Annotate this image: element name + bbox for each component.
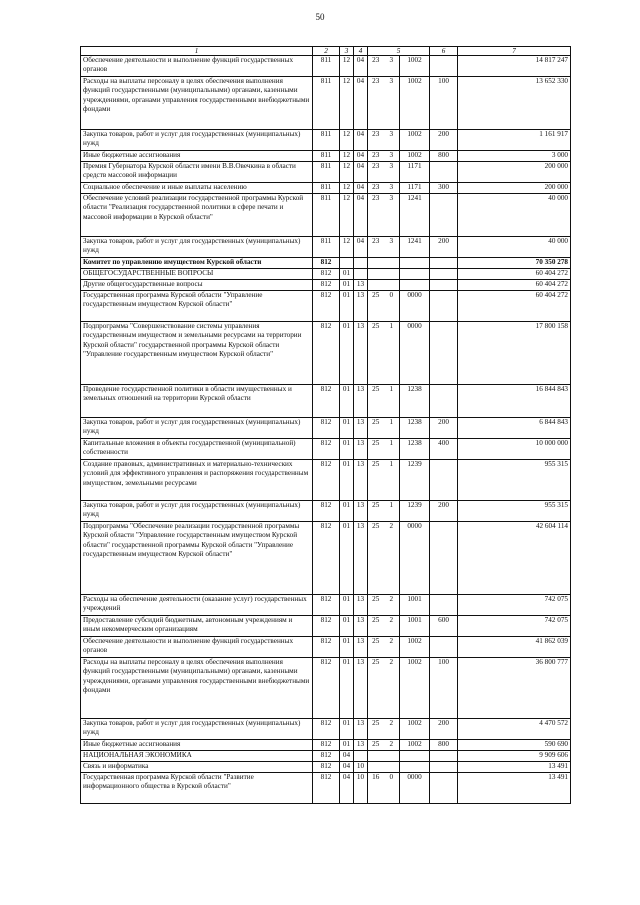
grbs-cell: 812 (313, 719, 340, 740)
table-row (81, 460, 571, 501)
subsection-cell (354, 258, 368, 269)
subsection-cell: 04 (354, 151, 368, 162)
table-row (81, 719, 571, 740)
target-article-subprogram-cell: 3 (384, 56, 400, 77)
target-article-code-cell: 1001 (400, 595, 430, 616)
subsection-cell (354, 269, 368, 280)
expense-type-cell: 100 (430, 658, 458, 719)
target-article-code-cell: 0000 (400, 291, 430, 322)
table-row (81, 616, 571, 637)
table-row (81, 269, 571, 280)
target-article-program-cell: 25 (368, 322, 384, 385)
target-article-subprogram-cell: 3 (384, 130, 400, 151)
amount-cell: 13 491 (458, 773, 571, 804)
section-cell: 01 (340, 637, 354, 658)
table-row (81, 385, 571, 418)
target-article-program-cell (368, 280, 384, 291)
grbs-cell: 812 (313, 637, 340, 658)
grbs-cell: 811 (313, 183, 340, 194)
target-article-subprogram-cell: 3 (384, 183, 400, 194)
target-article-program-cell: 25 (368, 291, 384, 322)
section-cell: 01 (340, 385, 354, 418)
subsection-cell: 13 (354, 637, 368, 658)
subsection-cell: 13 (354, 740, 368, 751)
table-row (81, 637, 571, 658)
table-row (81, 194, 571, 237)
amount-cell: 9 909 606 (458, 751, 571, 762)
target-article-subprogram-cell: 2 (384, 616, 400, 637)
target-article-subprogram-cell (384, 751, 400, 762)
budget-table (80, 46, 571, 804)
target-article-code-cell (400, 280, 430, 291)
amount-cell: 17 800 158 (458, 322, 571, 385)
subsection-cell: 13 (354, 439, 368, 460)
target-article-subprogram-cell: 0 (384, 291, 400, 322)
section-cell: 12 (340, 183, 354, 194)
table-row (81, 595, 571, 616)
grbs-cell: 812 (313, 740, 340, 751)
header-cell: 7 (458, 47, 571, 56)
target-article-program-cell: 23 (368, 77, 384, 130)
item-name-cell: Предоставление субсидий бюджетным, автономным учреждениям и иным некоммерческим организациям (81, 616, 313, 637)
item-name-cell: Подпрограмма "Обеспечение реализации государственной программы Курской области "Управление государственным имуществом Курской области" государственной программы Курской области "Управление государственным имуществом Курской области" (81, 522, 313, 595)
grbs-cell: 812 (313, 773, 340, 804)
subsection-cell: 13 (354, 322, 368, 385)
table-row (81, 280, 571, 291)
subsection-cell: 04 (354, 77, 368, 130)
target-article-code-cell: 1002 (400, 658, 430, 719)
header-cell: 6 (430, 47, 458, 56)
expense-type-cell: 100 (430, 77, 458, 130)
section-cell: 01 (340, 740, 354, 751)
target-article-subprogram-cell (384, 280, 400, 291)
target-article-subprogram-cell (384, 762, 400, 773)
item-name-cell: Расходы на обеспечение деятельности (оказание услуг) государственных учреждений (81, 595, 313, 616)
expense-type-cell (430, 773, 458, 804)
subsection-cell (354, 751, 368, 762)
grbs-cell: 811 (313, 194, 340, 237)
section-cell (340, 258, 354, 269)
amount-cell: 40 000 (458, 237, 571, 258)
amount-cell: 200 000 (458, 162, 571, 183)
subsection-cell: 13 (354, 595, 368, 616)
item-name-cell: Государственная программа Курской области "Управление государственным имуществом Курской области" (81, 291, 313, 322)
subsection-cell: 13 (354, 616, 368, 637)
table-row (81, 751, 571, 762)
expense-type-cell (430, 751, 458, 762)
target-article-code-cell: 1002 (400, 56, 430, 77)
target-article-program-cell: 25 (368, 522, 384, 595)
target-article-program-cell: 25 (368, 439, 384, 460)
subsection-cell: 10 (354, 773, 368, 804)
subsection-cell: 13 (354, 291, 368, 322)
item-name-cell: Социальное обеспечение и иные выплаты населению (81, 183, 313, 194)
target-article-program-cell: 25 (368, 740, 384, 751)
section-cell: 01 (340, 418, 354, 439)
item-name-cell: Закупка товаров, работ и услуг для государственных (муниципальных) нужд (81, 237, 313, 258)
target-article-program-cell: 23 (368, 162, 384, 183)
expense-type-cell (430, 637, 458, 658)
target-article-subprogram-cell: 2 (384, 637, 400, 658)
item-name-cell: Проведение государственной политики в области имущественных и земельных отношений на территории Курской области (81, 385, 313, 418)
expense-type-cell: 800 (430, 151, 458, 162)
expense-type-cell (430, 460, 458, 501)
target-article-program-cell (368, 258, 384, 269)
item-name-cell: Связь и информатика (81, 762, 313, 773)
table-row (81, 77, 571, 130)
grbs-cell: 811 (313, 130, 340, 151)
target-article-subprogram-cell: 1 (384, 439, 400, 460)
grbs-cell: 811 (313, 162, 340, 183)
grbs-cell: 812 (313, 258, 340, 269)
subsection-cell: 04 (354, 130, 368, 151)
grbs-cell: 812 (313, 269, 340, 280)
amount-cell: 590 690 (458, 740, 571, 751)
subsection-cell: 10 (354, 762, 368, 773)
grbs-cell: 811 (313, 56, 340, 77)
subsection-cell: 04 (354, 194, 368, 237)
target-article-subprogram-cell: 1 (384, 418, 400, 439)
section-cell: 01 (340, 719, 354, 740)
amount-cell: 200 000 (458, 183, 571, 194)
section-cell: 01 (340, 322, 354, 385)
target-article-code-cell: 1002 (400, 740, 430, 751)
target-article-subprogram-cell: 2 (384, 658, 400, 719)
amount-cell: 13 652 330 (458, 77, 571, 130)
amount-cell: 6 844 843 (458, 418, 571, 439)
target-article-code-cell: 1002 (400, 130, 430, 151)
section-cell: 01 (340, 658, 354, 719)
section-cell: 04 (340, 773, 354, 804)
item-name-cell: Капитальные вложения в объекты государственной (муниципальной) собственности (81, 439, 313, 460)
grbs-cell: 812 (313, 439, 340, 460)
target-article-program-cell: 25 (368, 595, 384, 616)
amount-cell: 1 161 917 (458, 130, 571, 151)
item-name-cell: Закупка товаров, работ и услуг для государственных (муниципальных) нужд (81, 501, 313, 522)
item-name-cell: Комитет по управлению имуществом Курской области (81, 258, 313, 269)
table-row (81, 740, 571, 751)
grbs-cell: 812 (313, 322, 340, 385)
section-cell: 01 (340, 439, 354, 460)
target-article-code-cell: 1239 (400, 460, 430, 501)
target-article-subprogram-cell: 2 (384, 522, 400, 595)
section-cell: 01 (340, 460, 354, 501)
target-article-subprogram-cell: 2 (384, 719, 400, 740)
target-article-program-cell: 25 (368, 658, 384, 719)
expense-type-cell (430, 291, 458, 322)
target-article-program-cell: 25 (368, 501, 384, 522)
target-article-subprogram-cell: 3 (384, 237, 400, 258)
section-cell: 12 (340, 130, 354, 151)
item-name-cell: Премия Губернатора Курской области имени В.В.Овечкина в области средств массовой информации (81, 162, 313, 183)
table-row (81, 439, 571, 460)
target-article-program-cell: 23 (368, 151, 384, 162)
amount-cell: 40 000 (458, 194, 571, 237)
item-name-cell: Расходы на выплаты персоналу в целях обеспечения выполнения функций государственными (муниципальными) органами, казенными учреждениями, органами управления государственными внебюджетными фондами (81, 77, 313, 130)
target-article-subprogram-cell: 1 (384, 460, 400, 501)
target-article-code-cell (400, 258, 430, 269)
expense-type-cell: 200 (430, 501, 458, 522)
target-article-subprogram-cell: 3 (384, 151, 400, 162)
target-article-code-cell: 0000 (400, 773, 430, 804)
subsection-cell: 13 (354, 460, 368, 501)
subsection-cell: 04 (354, 56, 368, 77)
expense-type-cell (430, 522, 458, 595)
amount-cell: 60 404 272 (458, 291, 571, 322)
grbs-cell: 812 (313, 418, 340, 439)
table-row (81, 322, 571, 385)
target-article-program-cell: 25 (368, 418, 384, 439)
item-name-cell: Обеспечение деятельности и выполнение функций государственных органов (81, 56, 313, 77)
subsection-cell: 13 (354, 418, 368, 439)
grbs-cell: 812 (313, 280, 340, 291)
target-article-code-cell: 1238 (400, 439, 430, 460)
grbs-cell: 812 (313, 595, 340, 616)
target-article-code-cell: 1238 (400, 418, 430, 439)
target-article-code-cell: 0000 (400, 522, 430, 595)
amount-cell: 955 315 (458, 501, 571, 522)
table-row (81, 258, 571, 269)
grbs-cell: 811 (313, 151, 340, 162)
item-name-cell: Обеспечение условий реализации государственной программы Курской области "Реализация государственной политики в сфере печати и массовой информации в Курской области" (81, 194, 313, 237)
item-name-cell: Иные бюджетные ассигнования (81, 151, 313, 162)
expense-type-cell: 400 (430, 439, 458, 460)
grbs-cell: 812 (313, 522, 340, 595)
grbs-cell: 812 (313, 616, 340, 637)
header-cell: 4 (354, 47, 368, 56)
target-article-code-cell (400, 762, 430, 773)
item-name-cell: НАЦИОНАЛЬНАЯ ЭКОНОМИКА (81, 751, 313, 762)
section-cell: 12 (340, 194, 354, 237)
amount-cell: 60 404 272 (458, 269, 571, 280)
section-cell: 12 (340, 237, 354, 258)
amount-cell: 955 315 (458, 460, 571, 501)
target-article-code-cell: 1002 (400, 151, 430, 162)
expense-type-cell: 800 (430, 740, 458, 751)
subsection-cell: 13 (354, 280, 368, 291)
amount-cell: 742 075 (458, 616, 571, 637)
item-name-cell: Обеспечение деятельности и выполнение функций государственных органов (81, 637, 313, 658)
target-article-program-cell: 25 (368, 385, 384, 418)
section-cell: 01 (340, 291, 354, 322)
target-article-code-cell: 1171 (400, 183, 430, 194)
target-article-program-cell (368, 269, 384, 280)
table-row (81, 162, 571, 183)
page-number: 50 (315, 12, 325, 22)
table-row (81, 773, 571, 804)
target-article-code-cell: 1241 (400, 194, 430, 237)
item-name-cell: Закупка товаров, работ и услуг для государственных (муниципальных) нужд (81, 719, 313, 740)
table-row (81, 658, 571, 719)
table-row (81, 522, 571, 595)
target-article-code-cell (400, 269, 430, 280)
section-cell: 12 (340, 77, 354, 130)
item-name-cell: Государственная программа Курской области "Развитие информационного общества в Курской области" (81, 773, 313, 804)
target-article-program-cell: 23 (368, 237, 384, 258)
target-article-subprogram-cell: 3 (384, 162, 400, 183)
target-article-program-cell: 23 (368, 194, 384, 237)
expense-type-cell: 600 (430, 616, 458, 637)
table-row (81, 762, 571, 773)
expense-type-cell (430, 56, 458, 77)
subsection-cell: 13 (354, 501, 368, 522)
target-article-program-cell: 25 (368, 637, 384, 658)
item-name-cell: Закупка товаров, работ и услуг для государственных (муниципальных) нужд (81, 130, 313, 151)
section-cell: 01 (340, 616, 354, 637)
table-row (81, 291, 571, 322)
grbs-cell: 811 (313, 77, 340, 130)
amount-cell: 742 075 (458, 595, 571, 616)
target-article-code-cell: 1002 (400, 77, 430, 130)
amount-cell: 4 470 572 (458, 719, 571, 740)
section-cell: 12 (340, 162, 354, 183)
header-cell: 3 (340, 47, 354, 56)
header-cell: 1 (81, 47, 313, 56)
grbs-cell: 812 (313, 291, 340, 322)
expense-type-cell (430, 280, 458, 291)
amount-cell: 14 817 247 (458, 56, 571, 77)
target-article-subprogram-cell: 1 (384, 501, 400, 522)
target-article-code-cell: 1241 (400, 237, 430, 258)
target-article-program-cell: 23 (368, 183, 384, 194)
item-name-cell: Расходы на выплаты персоналу в целях обеспечения выполнения функций государственными (муниципальными) органами, казенными учреждениями, органами управления государственными внебюджетными фондами (81, 658, 313, 719)
section-cell: 12 (340, 151, 354, 162)
section-cell: 12 (340, 56, 354, 77)
subsection-cell: 04 (354, 183, 368, 194)
expense-type-cell (430, 322, 458, 385)
target-article-code-cell: 1002 (400, 719, 430, 740)
table-row (81, 56, 571, 77)
amount-cell: 70 350 278 (458, 258, 571, 269)
expense-type-cell: 300 (430, 183, 458, 194)
table-row (81, 501, 571, 522)
section-cell: 01 (340, 595, 354, 616)
target-article-subprogram-cell: 2 (384, 595, 400, 616)
expense-type-cell (430, 258, 458, 269)
target-article-code-cell: 1239 (400, 501, 430, 522)
table-row (81, 130, 571, 151)
subsection-cell: 04 (354, 162, 368, 183)
target-article-code-cell: 1001 (400, 616, 430, 637)
grbs-cell: 812 (313, 762, 340, 773)
target-article-subprogram-cell: 0 (384, 773, 400, 804)
header-cell: 2 (313, 47, 340, 56)
amount-cell: 60 404 272 (458, 280, 571, 291)
target-article-subprogram-cell (384, 258, 400, 269)
expense-type-cell (430, 194, 458, 237)
item-name-cell: Закупка товаров, работ и услуг для государственных (муниципальных) нужд (81, 418, 313, 439)
target-article-program-cell: 16 (368, 773, 384, 804)
table-row (81, 418, 571, 439)
section-cell: 01 (340, 269, 354, 280)
expense-type-cell: 200 (430, 130, 458, 151)
expense-type-cell (430, 595, 458, 616)
item-name-cell: Создание правовых, административных и материально-технических условий для эффективного управления и распоряжения государственным имуществом, земельными ресурсами (81, 460, 313, 501)
target-article-subprogram-cell: 2 (384, 740, 400, 751)
section-cell: 01 (340, 280, 354, 291)
grbs-cell: 812 (313, 751, 340, 762)
amount-cell: 3 000 (458, 151, 571, 162)
item-name-cell: Иные бюджетные ассигнования (81, 740, 313, 751)
target-article-program-cell: 23 (368, 56, 384, 77)
expense-type-cell: 200 (430, 418, 458, 439)
expense-type-cell (430, 385, 458, 418)
section-cell: 04 (340, 762, 354, 773)
amount-cell: 10 000 000 (458, 439, 571, 460)
table-row (81, 183, 571, 194)
grbs-cell: 812 (313, 658, 340, 719)
target-article-subprogram-cell: 3 (384, 194, 400, 237)
target-article-program-cell: 25 (368, 616, 384, 637)
target-article-program-cell: 25 (368, 719, 384, 740)
expense-type-cell (430, 762, 458, 773)
target-article-program-cell (368, 762, 384, 773)
target-article-subprogram-cell: 1 (384, 385, 400, 418)
item-name-cell: Другие общегосударственные вопросы (81, 280, 313, 291)
target-article-code-cell: 1002 (400, 637, 430, 658)
grbs-cell: 811 (313, 237, 340, 258)
section-cell: 04 (340, 751, 354, 762)
subsection-cell: 13 (354, 385, 368, 418)
target-article-subprogram-cell (384, 269, 400, 280)
target-article-program-cell: 23 (368, 130, 384, 151)
subsection-cell: 04 (354, 237, 368, 258)
grbs-cell: 812 (313, 501, 340, 522)
item-name-cell: ОБЩЕГОСУДАРСТВЕННЫЕ ВОПРОСЫ (81, 269, 313, 280)
target-article-code-cell: 1171 (400, 162, 430, 183)
item-name-cell: Подпрограмма "Совершенствование системы управления государственным имуществом и земельными ресурсами на территории Курской области" государственной программы Курской области "Управление государственным имуществом Курской области" (81, 322, 313, 385)
table-header-row (81, 47, 571, 56)
section-cell: 01 (340, 501, 354, 522)
section-cell: 01 (340, 522, 354, 595)
target-article-subprogram-cell: 3 (384, 77, 400, 130)
target-article-code-cell: 0000 (400, 322, 430, 385)
expense-type-cell (430, 269, 458, 280)
target-article-subprogram-cell: 1 (384, 322, 400, 385)
expense-type-cell: 200 (430, 719, 458, 740)
expense-type-cell (430, 162, 458, 183)
table-row (81, 237, 571, 258)
target-article-code-cell (400, 751, 430, 762)
amount-cell: 42 604 114 (458, 522, 571, 595)
expense-type-cell: 200 (430, 237, 458, 258)
subsection-cell: 13 (354, 719, 368, 740)
target-article-code-cell: 1238 (400, 385, 430, 418)
target-article-program-cell: 25 (368, 460, 384, 501)
subsection-cell: 13 (354, 658, 368, 719)
target-article-program-cell (368, 751, 384, 762)
amount-cell: 13 491 (458, 762, 571, 773)
amount-cell: 16 844 843 (458, 385, 571, 418)
grbs-cell: 812 (313, 385, 340, 418)
grbs-cell: 812 (313, 460, 340, 501)
amount-cell: 41 862 039 (458, 637, 571, 658)
amount-cell: 36 800 777 (458, 658, 571, 719)
table-row (81, 151, 571, 162)
subsection-cell: 13 (354, 522, 368, 595)
header-cell: 5 (368, 47, 430, 56)
